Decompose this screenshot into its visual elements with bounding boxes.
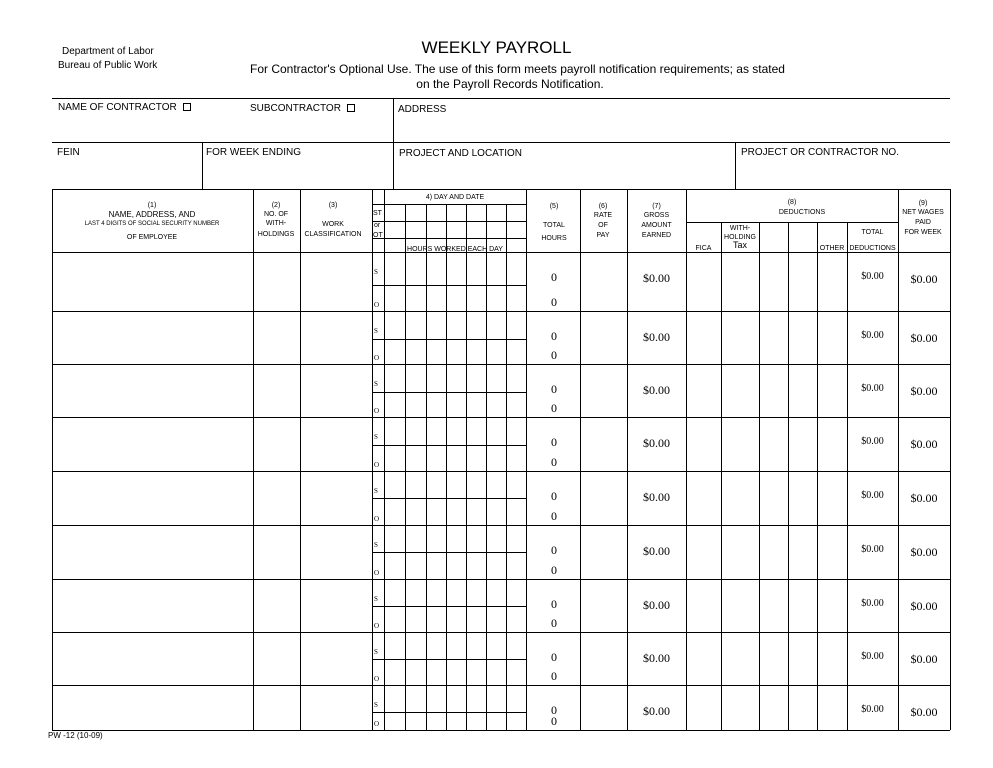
col7-heading-3: EARNED (641, 232, 672, 239)
total-hours-straight: 0 (551, 435, 557, 449)
week-ending-label: FOR WEEK ENDING (206, 147, 302, 158)
address-label: ADDRESS (398, 104, 447, 115)
total-hours-straight: 0 (551, 597, 557, 611)
col5-heading-1: TOTAL (543, 222, 565, 229)
col4-sub-heading: HOURS WORKED EACH DAY (407, 246, 503, 253)
gross-amount: $0.00 (643, 598, 670, 612)
s-label: S (374, 268, 378, 276)
contractor-label[interactable]: NAME OF CONTRACTOR (58, 102, 191, 113)
subcontractor-checkbox[interactable] (347, 104, 355, 112)
ot-label: OT (373, 232, 383, 239)
o-label: O (374, 301, 380, 309)
col6-number: (6) (598, 203, 608, 210)
o-label: O (374, 515, 380, 523)
col1-number: (1) (147, 202, 157, 209)
col1-heading: NAME, ADDRESS, AND (108, 210, 196, 219)
s-label: S (374, 541, 378, 549)
subtitle-line-2: on the Payroll Records Notification. (416, 77, 604, 91)
col7-heading-1: GROSS (643, 212, 670, 219)
total-hours-overtime: 0 (551, 563, 557, 577)
gross-amount: $0.00 (643, 490, 670, 504)
gross-amount: $0.00 (643, 704, 670, 718)
o-label: O (374, 675, 380, 683)
net-wages: $0.00 (910, 599, 938, 613)
col2-heading-1: NO. OF (263, 211, 289, 218)
col9-heading-3: FOR WEEK (904, 229, 942, 236)
total-hours-straight: 0 (551, 329, 557, 343)
total-hours-overtime: 0 (551, 401, 557, 415)
gross-amount: $0.00 (643, 330, 670, 344)
gross-amount: $0.00 (643, 436, 670, 450)
gross-amount: $0.00 (643, 651, 670, 665)
col5-heading-2: HOURS (541, 235, 567, 242)
s-label: S (374, 487, 378, 495)
withholding-heading-3: Tax (732, 240, 747, 250)
gross-amount: $0.00 (643, 544, 670, 558)
other-heading: OTHER (819, 245, 845, 252)
fein-input[interactable] (56, 163, 200, 183)
col6-heading-2: OF (598, 222, 608, 229)
subcontractor-label[interactable]: SUBCONTRACTOR (250, 103, 355, 114)
total-deductions: $0.00 (861, 704, 884, 715)
total-hours-overtime: 0 (551, 616, 557, 630)
total-hours-overtime: 0 (551, 455, 557, 469)
total-deductions-heading-2: DEDUCTIONS (849, 245, 896, 252)
project-number-label: PROJECT OR CONTRACTOR NO. (741, 147, 899, 158)
s-label: S (374, 701, 378, 709)
s-label: S (374, 433, 378, 441)
col1-heading-ssn: LAST 4 DIGITS OF SOCIAL SECURITY NUMBER (84, 221, 220, 227)
total-deductions: $0.00 (861, 490, 884, 501)
total-deductions: $0.00 (861, 651, 884, 662)
total-deductions: $0.00 (861, 544, 884, 555)
col2-heading-2: WITH- (265, 220, 287, 227)
col7-number: (7) (652, 203, 661, 210)
contractor-checkbox[interactable] (183, 103, 191, 111)
withholding-heading-1: WITH- (729, 225, 751, 232)
o-label: O (374, 622, 380, 630)
o-label: O (374, 720, 380, 728)
total-hours-straight: 0 (551, 270, 557, 284)
col9-number: (9) (918, 200, 928, 207)
col9-heading-1: NET WAGES (902, 209, 944, 216)
total-hours-overtime: 0 (551, 714, 557, 728)
s-label: S (374, 595, 378, 603)
form-code: PW -12 (10-09) (48, 731, 103, 740)
col9-heading-2: PAID (915, 219, 931, 226)
fein-label: FEIN (57, 147, 80, 158)
project-location-label: PROJECT AND LOCATION (399, 148, 522, 159)
total-hours-overtime: 0 (551, 295, 557, 309)
col5-number: (5) (549, 203, 559, 210)
net-wages: $0.00 (910, 437, 938, 451)
fica-heading: FICA (695, 245, 712, 252)
col8-number: (8) (787, 199, 797, 206)
page-title: WEEKLY PAYROLL (421, 38, 572, 57)
gross-amount: $0.00 (643, 271, 670, 285)
col2-heading-3: HOLDINGS (257, 231, 295, 238)
col2-number: (2) (271, 202, 281, 209)
total-hours-overtime: 0 (551, 509, 557, 523)
col6-heading-1: RATE (593, 212, 613, 219)
s-label: S (374, 327, 378, 335)
s-label: S (374, 648, 378, 656)
net-wages: $0.00 (910, 272, 938, 286)
withholding-heading-2: HOLDING (724, 234, 756, 241)
o-label: O (374, 569, 380, 577)
o-label: O (374, 354, 380, 362)
col3-heading-2: CLASSIFICATION (304, 231, 362, 238)
total-deductions-heading-1: TOTAL (861, 229, 884, 236)
col1-heading-employee: OF EMPLOYEE (126, 234, 178, 241)
total-hours-straight: 0 (551, 489, 557, 503)
col4-heading: 4) DAY AND DATE (425, 194, 485, 201)
total-hours-overtime: 0 (551, 669, 557, 683)
total-deductions: $0.00 (861, 598, 884, 609)
o-label: O (374, 407, 380, 415)
total-hours-overtime: 0 (551, 348, 557, 362)
address-input[interactable] (398, 118, 947, 136)
total-hours-straight: 0 (551, 703, 557, 717)
st-label: ST (373, 210, 382, 217)
total-deductions: $0.00 (861, 436, 884, 447)
s-label: S (374, 380, 378, 388)
col3-heading-1: WORK (322, 221, 344, 228)
or-label: or (374, 222, 381, 229)
net-wages: $0.00 (910, 491, 938, 505)
gross-amount: $0.00 (643, 383, 670, 397)
net-wages: $0.00 (910, 652, 938, 666)
total-deductions: $0.00 (861, 330, 884, 341)
contractor-input[interactable] (56, 118, 390, 136)
col6-heading-3: PAY (596, 232, 610, 239)
total-hours-straight: 0 (551, 650, 557, 664)
o-label: O (374, 461, 380, 469)
subtitle-line-1: For Contractor's Optional Use. The use of this form meets payroll notification requirements; as stated (250, 62, 785, 76)
col7-heading-2: AMOUNT (641, 222, 672, 229)
net-wages: $0.00 (910, 331, 938, 345)
col3-number: (3) (328, 202, 338, 209)
col8-heading: DEDUCTIONS (778, 209, 826, 216)
net-wages: $0.00 (910, 384, 938, 398)
project-location-input[interactable] (398, 163, 732, 183)
total-hours-straight: 0 (551, 382, 557, 396)
bureau-name: Bureau of Public Work (58, 60, 158, 71)
total-deductions: $0.00 (861, 271, 884, 282)
total-hours-straight: 0 (551, 543, 557, 557)
net-wages: $0.00 (910, 545, 938, 559)
week-ending-input[interactable] (206, 163, 390, 183)
project-number-input[interactable] (740, 163, 949, 183)
department-name: Department of Labor (62, 46, 154, 57)
total-deductions: $0.00 (861, 383, 884, 394)
net-wages: $0.00 (910, 705, 938, 719)
